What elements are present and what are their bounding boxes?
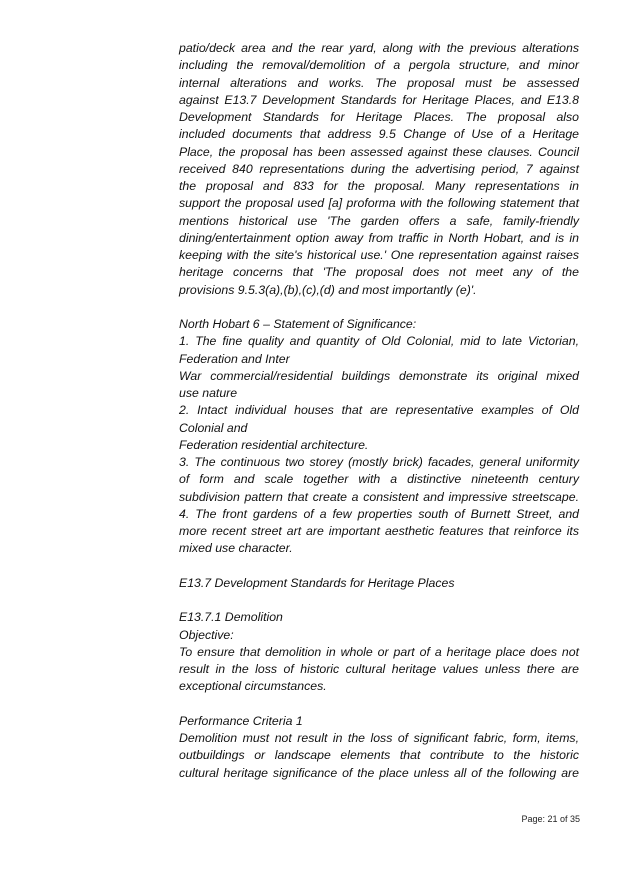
text-line: Colonial and bbox=[179, 420, 248, 435]
paragraph-proposal-summary bbox=[179, 40, 579, 299]
text-line: exceptional circumstances. bbox=[179, 679, 327, 694]
text-line: heritage concerns that 'The proposal does not meet any of the bbox=[179, 265, 579, 280]
section-heading: E13.7.1 Demolition bbox=[179, 610, 283, 625]
text-line: against E13.7 Development Standards for Heritage Places, and E13.8 bbox=[179, 92, 579, 107]
text-line: more recent street art are important aesthetic features that reinforce its bbox=[179, 524, 579, 538]
text-line: Development Standards for Heritage Places. The proposal also bbox=[179, 110, 579, 124]
paragraph-statement-of-significance bbox=[179, 316, 579, 558]
text-line: Place, the proposal has been assessed against these clauses. Council bbox=[179, 144, 579, 159]
text-line: dining/entertainment option away from traffic in North Hobart, and is in bbox=[179, 230, 579, 245]
text-line: War commercial/residential buildings demonstrate its original mixed bbox=[179, 368, 579, 383]
paragraph-spacer bbox=[179, 299, 579, 316]
section-heading: North Hobart 6 – Statement of Significance: bbox=[179, 317, 417, 331]
text-line: Federation and Inter bbox=[179, 351, 290, 366]
paragraph-spacer bbox=[179, 558, 579, 575]
text-line: cultural heritage significance of the place unless all of the following are bbox=[179, 765, 579, 780]
section-heading: E13.7 Development Standards for Heritage Places bbox=[179, 575, 455, 590]
text-line: mentions historical use 'The garden offers a safe, family-friendly bbox=[179, 213, 579, 228]
text-line: result in the loss of historic cultural heritage values unless there are bbox=[179, 662, 579, 676]
paragraph-spacer bbox=[179, 592, 579, 609]
text-line: mixed use character. bbox=[179, 541, 293, 556]
text-line: 2. Intact individual houses that are representative examples of Old bbox=[179, 403, 579, 418]
text-line: internal alterations and works. The proposal must be assessed bbox=[179, 75, 579, 90]
section-heading: Performance Criteria 1 bbox=[179, 713, 303, 728]
paragraph-performance-criteria bbox=[179, 713, 579, 782]
text-line: support the proposal used [a] proforma with the following statement that bbox=[179, 196, 579, 211]
text-line: received 840 representations during the advertising period, 7 against bbox=[179, 161, 579, 176]
text-line: Objective: bbox=[179, 627, 234, 642]
text-line: Federation residential architecture. bbox=[179, 437, 369, 452]
text-line: To ensure that demolition in whole or part of a heritage place does not bbox=[179, 644, 579, 659]
text-line: of form and scale together with a distinctive nineteenth century bbox=[179, 472, 579, 487]
paragraph-demolition bbox=[179, 609, 579, 695]
text-line: 3. The continuous two storey (mostly brick) facades, general uniformity bbox=[179, 455, 579, 469]
page-number: Page: 21 of 35 bbox=[521, 814, 580, 824]
text-line: outbuildings or landscape elements that contribute to the historic bbox=[179, 748, 579, 763]
text-line: 1. The fine quality and quantity of Old Colonial, mid to late Victorian, bbox=[179, 334, 579, 349]
document-body bbox=[179, 40, 579, 782]
paragraph-spacer bbox=[179, 696, 579, 713]
text-line: the proposal and 833 for the proposal. Many representations in bbox=[179, 179, 579, 193]
paragraph-standards-heading bbox=[179, 575, 579, 592]
text-line: patio/deck area and the rear yard, along with the previous alterations bbox=[179, 41, 579, 55]
text-line: use nature bbox=[179, 386, 238, 400]
text-line: included documents that address 9.5 Change of Use of a Heritage bbox=[179, 127, 579, 142]
text-line: subdivision pattern that create a consistent and impressive streetscape. bbox=[179, 489, 579, 504]
text-line: 4. The front gardens of a few properties south of Burnett Street, and bbox=[179, 506, 579, 521]
text-line: provisions 9.5.3(a),(b),(c),(d) and most importantly (e)'. bbox=[179, 282, 477, 297]
text-line: including the removal/demolition of a pergola structure, and minor bbox=[179, 58, 579, 73]
text-line: keeping with the site's historical use.' One representation against raises bbox=[179, 248, 579, 262]
text-line: Demolition must not result in the loss of significant fabric, form, items, bbox=[179, 731, 579, 745]
